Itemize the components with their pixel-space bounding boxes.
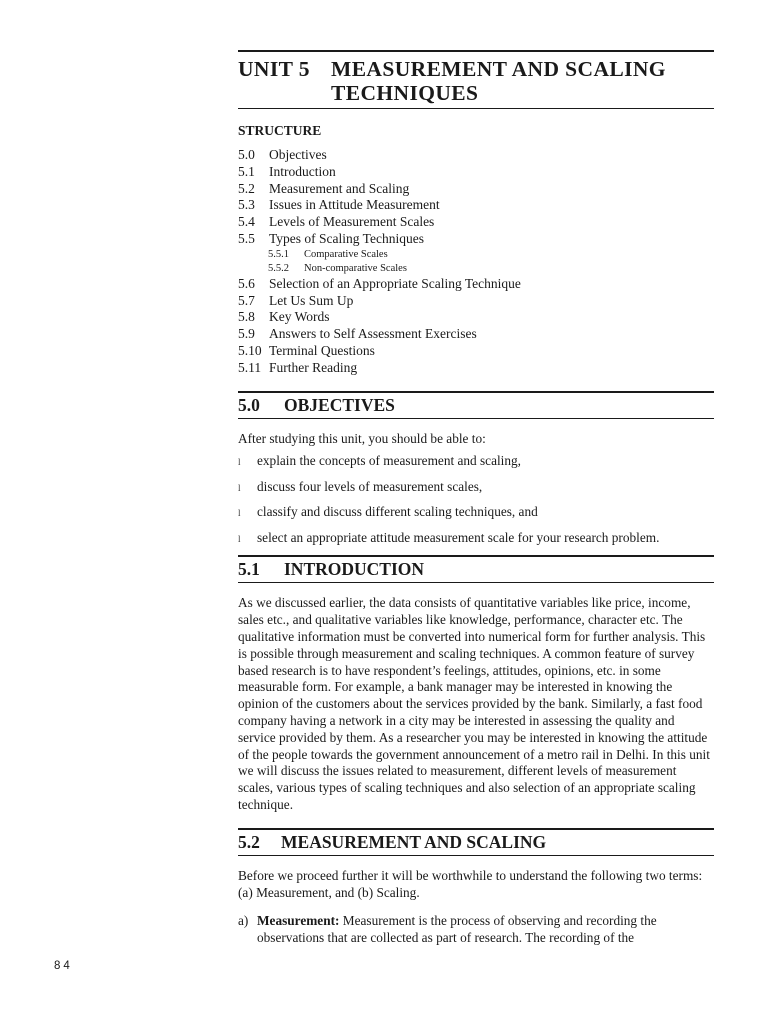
page-content <box>238 50 714 947</box>
introduction-body: As we discussed earlier, the data consists of quantitative variables like price, income, sales etc., and qualitative variables like knowledge, performance, character etc. The qualitative information must be converted into numerical form for further analysis. This is possible through measurement and scaling techniques. A common feature of survey based research is to have respondent’s feelings, attitudes, opinions, etc. in some measurable form. For example, a bank manager may be interested in knowing the opinion of the customers about the services provided by the bank. Similarly, a fast food company having a network in a city may be interested in assessing the quality and service provided by them. As a researcher you may be interested in knowing the attitude of the people towards the government announcement of a metro rail in Delhi. In this unit we will discuss the issues related to measurement, different levels of measurement scales, various types of scaling techniques and also selection of an appropriate scaling technique. <box>238 595 710 812</box>
toc-item: 5.3 Issues in Attitude Measurement <box>238 197 440 213</box>
bullet-icon: l <box>238 533 241 544</box>
toc-item: 5.2 Measurement and Scaling <box>238 180 410 196</box>
definition-text: Measurement is the process of observing and recording the observations that are collected as part of research. The recording of the <box>257 913 657 946</box>
toc-item: 5.7 Let Us Sum Up <box>238 292 354 308</box>
measurement-definition <box>238 913 714 947</box>
term: Measurement: <box>257 913 340 929</box>
toc-item: 5.10 Terminal Questions <box>238 342 375 358</box>
toc-item: 5.4 Levels of Measurement Scales <box>238 214 435 230</box>
bullet-icon: l <box>238 457 241 468</box>
unit-title <box>238 52 714 108</box>
toc-item: 5.8 Key Words <box>238 309 330 325</box>
list-item: l explain the concepts of measurement and scaling, <box>238 453 714 471</box>
bullet-icon: l <box>238 508 241 519</box>
toc-item: 5.5 Types of Scaling Techniques <box>238 230 424 246</box>
section-heading-introduction: 5.1 INTRODUCTION <box>238 555 714 583</box>
measurement-intro: Before we proceed further it will be worthwhile to understand the following two terms: (a) Measurement, and (b) Scaling. <box>238 867 703 900</box>
section-heading-objectives: 5.0 OBJECTIVES <box>238 391 714 419</box>
table-of-contents <box>238 147 714 377</box>
structure-label: STRUCTURE <box>238 123 322 138</box>
unit-name: MEASUREMENT AND SCALING TECHNIQUES <box>331 57 666 105</box>
toc-item: 5.0 Objectives <box>238 147 327 162</box>
toc-subitem: 5.5.2 Non-comparative Scales <box>268 262 407 274</box>
toc-item: 5.9 Answers to Self Assessment Exercises <box>238 326 477 342</box>
toc-subitem: 5.5.1 Comparative Scales <box>268 248 388 260</box>
title-bottom-rule <box>238 108 714 109</box>
toc-item: 5.1 Introduction <box>238 163 336 179</box>
page-number: 84 <box>54 960 73 972</box>
section-heading-measurement-scaling: 5.2 MEASUREMENT AND SCALING <box>238 828 714 856</box>
list-item: l discuss four levels of measurement scales, <box>238 479 714 497</box>
item-letter: a) <box>238 913 249 929</box>
unit-number: UNIT 5 <box>238 57 310 81</box>
bullet-icon: l <box>238 482 241 493</box>
list-item: l select an appropriate attitude measurement scale for your research problem. <box>238 530 714 548</box>
toc-item: 5.11 Further Reading <box>238 359 358 375</box>
objectives-intro: After studying this unit, you should be able to: <box>238 430 486 446</box>
toc-item: 5.6 Selection of an Appropriate Scaling Technique <box>238 275 521 291</box>
list-item: l classify and discuss different scaling techniques, and <box>238 504 714 522</box>
objectives-list <box>238 453 714 548</box>
